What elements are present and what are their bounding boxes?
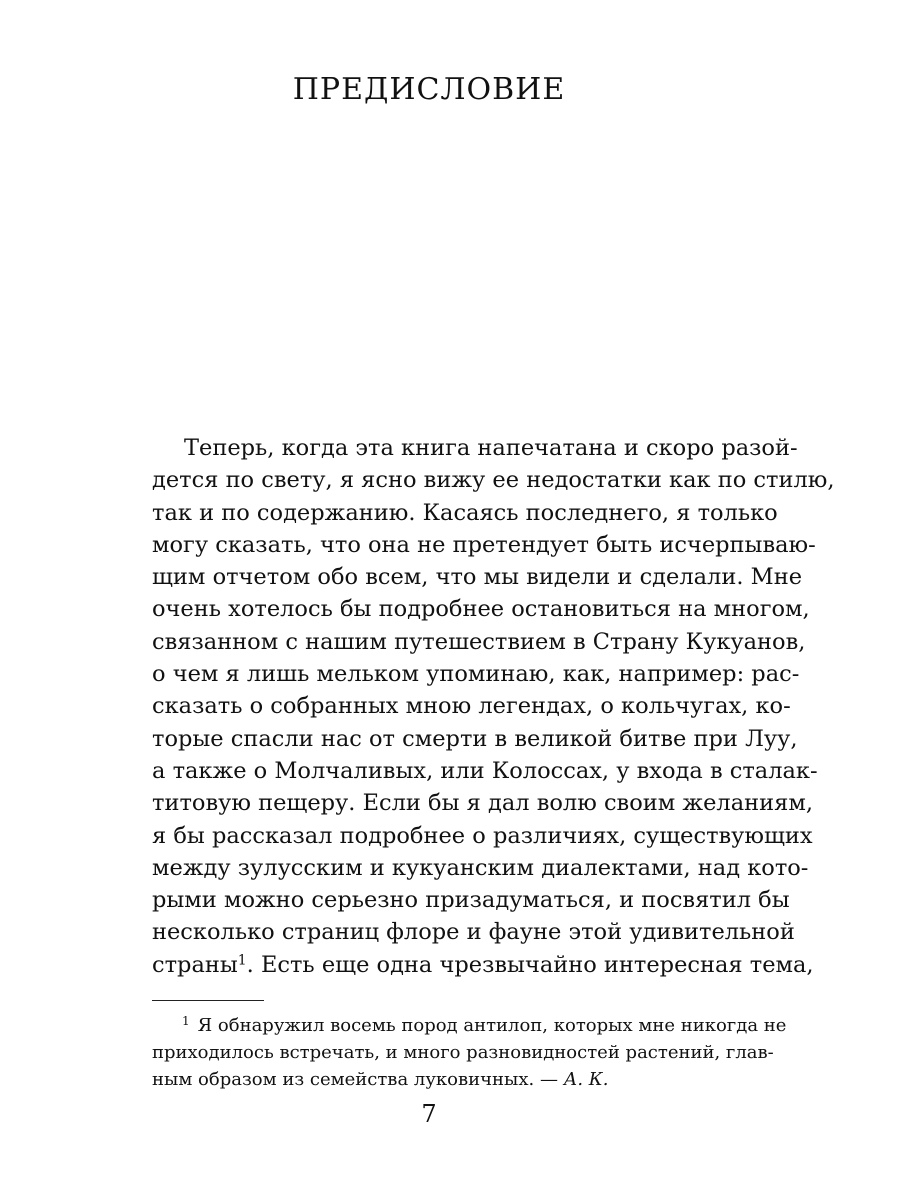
body-line-text: . Есть еще одна чрезвычайно интересная тема, <box>246 951 814 978</box>
chapter-title: ПРЕДИСЛОВИЕ <box>292 72 566 107</box>
footnote <box>152 1012 787 1093</box>
body-text <box>152 432 835 981</box>
footnote-mark: 1 <box>182 1014 190 1028</box>
footnote-line: приходилось встречать, и много разновидностей растений, глав- <box>152 1042 774 1063</box>
body-line: связанном с нашим путешествием в Страну Кукуанов, <box>152 628 806 655</box>
body-line: титовую пещеру. Если бы я дал волю своим желаниям, <box>152 790 813 817</box>
footnote-reference[interactable]: 1 <box>237 952 247 969</box>
page-number: 7 <box>421 1100 437 1128</box>
body-line-text: страны <box>152 951 238 978</box>
body-line: щим отчетом обо всем, что мы видели и сделали. Мне <box>152 564 803 591</box>
footnote-divider <box>152 1000 264 1001</box>
footnote-line-text: ным образом из семейства луковичных. — <box>152 1069 564 1090</box>
footnote-line-text: Я обнаружил восемь пород антилоп, которых мне никогда не <box>197 1015 787 1036</box>
body-line: торые спасли нас от смерти в великой битве при Луу, <box>152 725 798 752</box>
body-line-last <box>152 949 814 981</box>
body-line: рыми можно серьезно призадуматься, и посвятил бы <box>152 887 790 914</box>
body-line: о чем я лишь мельком упоминаю, как, например: рас- <box>152 661 800 688</box>
body-line: Теперь, когда эта книга напечатана и скоро разой- <box>184 435 798 461</box>
footnote-line <box>152 1012 787 1039</box>
body-line: между зулусским и кукуанским диалектами, над кото- <box>152 854 809 881</box>
body-line: я бы рассказал подробнее о различиях, существующих <box>152 822 813 849</box>
body-line: несколько страниц флоре и фауне этой удивительной <box>152 919 795 946</box>
footnote-signature: А. К. <box>563 1069 609 1090</box>
body-line: так и по содержанию. Касаясь последнего, я только <box>152 499 778 526</box>
footnote-line <box>152 1066 704 1093</box>
body-line: дется по свету, я ясно вижу ее недостатки как по стилю, <box>152 467 835 494</box>
body-line: очень хотелось бы подробнее остановиться на многом, <box>152 596 810 623</box>
body-line: могу сказать, что она не претендует быть исчерпываю- <box>152 531 816 558</box>
body-line: сказать о собранных мною легендах, о кольчугах, ко- <box>152 693 791 720</box>
body-line: а также о Молчаливых, или Колоссах, у входа в сталак- <box>152 757 818 784</box>
